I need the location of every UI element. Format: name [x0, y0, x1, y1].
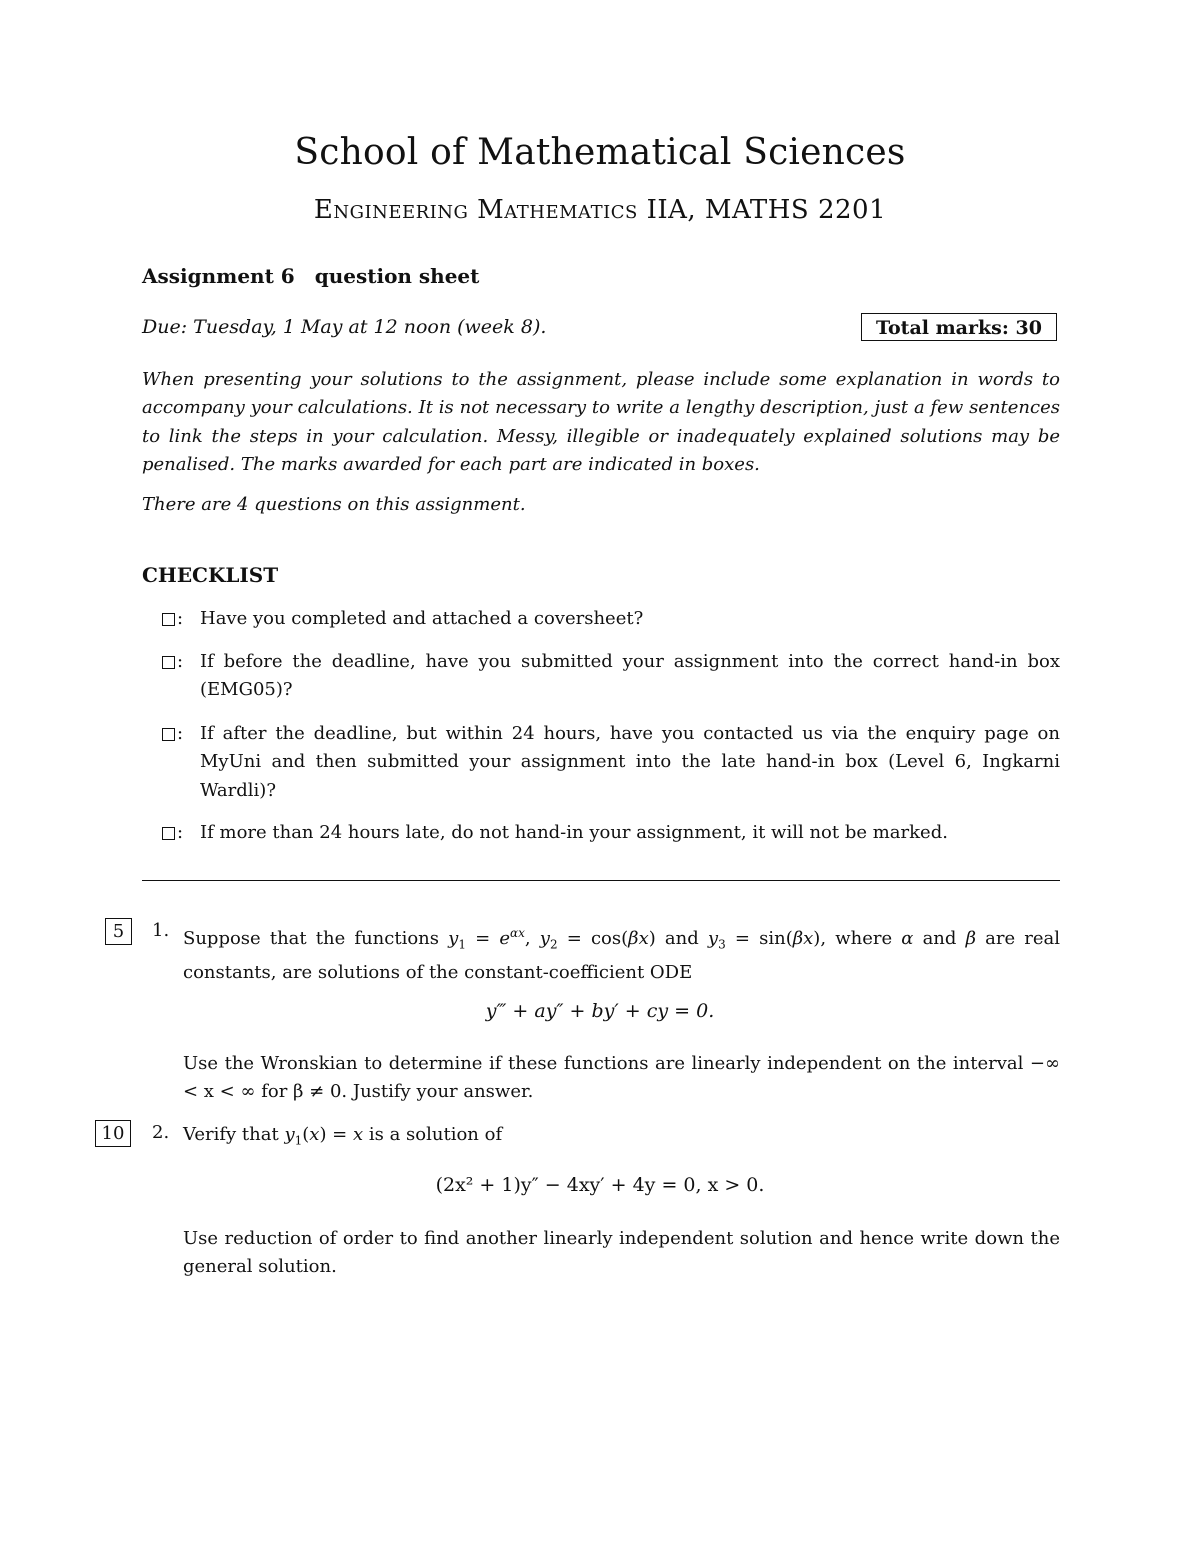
checklist-item [162, 720, 1060, 805]
course-code: IIA, MATHS 2201 [646, 195, 887, 225]
checkbox-icon: : [162, 648, 200, 705]
question-1-followup: Use the Wronskian to determine if these functions are linearly independent on the interval −∞ < x < ∞ for β ≠ 0. Justify your answer. [183, 1053, 1060, 1103]
question-2-marks: 10 [95, 1120, 131, 1147]
checklist-title: CHECKLIST [142, 563, 279, 587]
checklist-item-text: Have you completed and attached a coversheet? [200, 608, 644, 629]
section-divider [142, 880, 1060, 881]
checklist-item [162, 648, 1060, 705]
checklist-item-text: If after the deadline, but within 24 hours, have you contacted us via the enquiry page on MyUni and then submitted your assignment into the late hand-in box (Level 6, Ingkarni Wardli)? [200, 723, 1060, 801]
question-count: There are 4 questions on this assignment. [142, 494, 526, 515]
question-2-equation: (2x² + 1)y″ − 4xy′ + 4y = 0, x > 0. [435, 1174, 765, 1196]
question-1-marks: 5 [105, 918, 132, 945]
assignment-number: Assignment 6 [142, 264, 295, 288]
checklist-item-text: If more than 24 hours late, do not hand-in your assignment, it will not be marked. [200, 822, 948, 843]
assignment-heading [142, 264, 479, 288]
due-date: Due: Tuesday, 1 May at 12 noon (week 8). [142, 316, 547, 338]
course-title [0, 195, 1200, 225]
assignment-subtitle: question sheet [314, 264, 480, 288]
course-name: Engineering Mathematics [313, 195, 638, 225]
question-2-followup: Use reduction of order to find another linearly independent solution and hence write down the general solution. [183, 1228, 1060, 1278]
checklist-item [162, 819, 1060, 847]
checklist-item [162, 605, 1060, 633]
total-marks-box: Total marks: 30 [861, 313, 1057, 341]
question-2-number: 2. [152, 1122, 170, 1143]
instructions-paragraph: When presenting your solutions to the assignment, please include some explanation in words to accompany your calculations. It is not necessary to write a lengthy description, just a few sentences to link the steps in your calculation. Messy, illegible or inadequately explained solutions may be penalised. The marks awarded for each part are indicated in boxes. [142, 369, 1060, 476]
checklist-item-text: If before the deadline, have you submitted your assignment into the correct hand-in box (EMG05)? [200, 651, 1060, 701]
checkbox-icon: : [162, 819, 200, 847]
school-title: School of Mathematical Sciences [294, 132, 906, 173]
question-2-text: Verify that $y_1(x) = x$ is a solution of [183, 1124, 503, 1148]
question-1-equation: y‴ + ay″ + by′ + cy = 0. [485, 1000, 715, 1022]
checkbox-icon: : [162, 605, 200, 633]
question-1-number: 1. [152, 920, 170, 941]
question-1-text: Suppose that the functions $y_1 = e^{\alpha x}$, $y_2 = \cos(\beta x)$ and $y_3 = \sin(\beta x)$, where α and β are real constants, are solutions of the constant-coefficient ODE [183, 926, 1061, 983]
checkbox-icon: : [162, 720, 200, 805]
